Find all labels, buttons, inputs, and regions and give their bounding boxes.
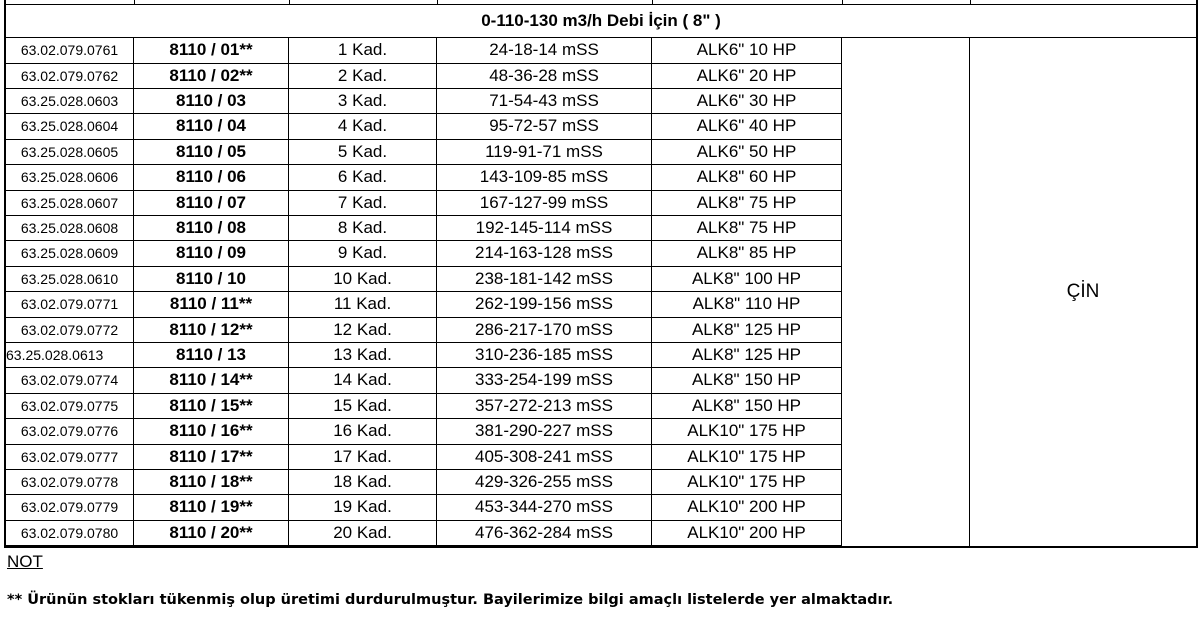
cell-empty (842, 495, 970, 521)
table-row (6, 63, 970, 89)
cell-code: 63.25.028.0606 (6, 165, 134, 191)
cell-head: 405-308-241 mSS (437, 444, 652, 470)
table-header: 0-110-130 m3/h Debi İçin ( 8" ) (6, 4, 1196, 38)
cell-head: 24-18-14 mSS (437, 38, 652, 64)
cell-stage: 5 Kad. (289, 140, 437, 166)
cell-motor: ALK8" 100 HP (652, 267, 842, 293)
cell-code: 63.25.028.0607 (6, 190, 134, 216)
cell-model: 8110 / 18** (134, 470, 289, 496)
cell-model: 8110 / 14** (134, 368, 289, 394)
cell-empty (842, 419, 970, 445)
cell-code: 63.25.028.0610 (6, 267, 134, 293)
cell-stage: 16 Kad. (289, 419, 437, 445)
cell-model: 8110 / 07 (134, 190, 289, 216)
cell-empty (842, 292, 970, 318)
cell-model: 8110 / 11** (134, 292, 289, 318)
cell-stage: 18 Kad. (289, 470, 437, 496)
cell-model: 8110 / 10 (134, 267, 289, 293)
cell-empty (842, 140, 970, 166)
cell-empty (842, 241, 970, 267)
cell-code: 63.02.079.0780 (6, 521, 134, 547)
cell-model: 8110 / 08 (134, 216, 289, 242)
table-row (6, 343, 970, 369)
cell-code: 63.02.079.0779 (6, 495, 134, 521)
table-row (6, 470, 970, 496)
cell-motor: ALK8" 75 HP (652, 216, 842, 242)
cell-model: 8110 / 01** (134, 38, 289, 64)
cell-stage: 4 Kad. (289, 114, 437, 140)
cell-empty (842, 63, 970, 89)
cell-motor: ALK10" 200 HP (652, 521, 842, 547)
cell-model: 8110 / 17** (134, 444, 289, 470)
cell-motor: ALK8" 125 HP (652, 343, 842, 369)
cell-empty (842, 470, 970, 496)
pump-table (4, 0, 1198, 548)
cell-stage: 10 Kad. (289, 267, 437, 293)
cell-empty (842, 267, 970, 293)
cell-motor: ALK8" 75 HP (652, 190, 842, 216)
note-text: ** Ürünün stokları tükenmiş olup üretimi durdurulmuştur. Bayilerimize bilgi amaçlı listelerde yer almaktadır. (7, 592, 894, 608)
cell-model: 8110 / 04 (134, 114, 289, 140)
cell-code: 63.02.079.0775 (6, 394, 134, 420)
cell-motor: ALK8" 125 HP (652, 317, 842, 343)
cell-motor: ALK8" 110 HP (652, 292, 842, 318)
cell-motor: ALK8" 85 HP (652, 241, 842, 267)
cell-motor: ALK6" 50 HP (652, 140, 842, 166)
cell-head: 192-145-114 mSS (437, 216, 652, 242)
cell-head: 238-181-142 mSS (437, 267, 652, 293)
table-row (6, 241, 970, 267)
cell-model: 8110 / 16** (134, 419, 289, 445)
cell-head: 119-91-71 mSS (437, 140, 652, 166)
cell-empty (842, 114, 970, 140)
cell-stage: 13 Kad. (289, 343, 437, 369)
table-row (6, 267, 970, 293)
cell-code: 63.25.028.0608 (6, 216, 134, 242)
table-row (6, 216, 970, 242)
cell-motor: ALK10" 175 HP (652, 419, 842, 445)
cell-code: 63.02.079.0761 (6, 38, 134, 64)
cell-head: 48-36-28 mSS (437, 63, 652, 89)
table-row (6, 521, 970, 547)
cell-code: 63.25.028.0613 (4, 343, 134, 369)
table-row (6, 292, 970, 318)
cell-head: 71-54-43 mSS (437, 89, 652, 115)
cell-stage: 12 Kad. (289, 317, 437, 343)
table-row (6, 419, 970, 445)
cell-head: 214-163-128 mSS (437, 241, 652, 267)
cell-model: 8110 / 20** (134, 521, 289, 547)
cell-model: 8110 / 19** (134, 495, 289, 521)
table-row (6, 89, 970, 115)
cell-head: 476-362-284 mSS (437, 521, 652, 547)
cell-code: 63.25.028.0604 (6, 114, 134, 140)
cell-model: 8110 / 03 (134, 89, 289, 115)
cell-stage: 3 Kad. (289, 89, 437, 115)
cell-stage: 8 Kad. (289, 216, 437, 242)
table-row (6, 140, 970, 166)
cell-motor: ALK8" 60 HP (652, 165, 842, 191)
cell-head: 453-344-270 mSS (437, 495, 652, 521)
cell-head: 381-290-227 mSS (437, 419, 652, 445)
cell-empty (842, 38, 970, 64)
cell-head: 167-127-99 mSS (437, 190, 652, 216)
cell-motor: ALK6" 30 HP (652, 89, 842, 115)
cell-head: 357-272-213 mSS (437, 394, 652, 420)
cell-head: 262-199-156 mSS (437, 292, 652, 318)
cell-code: 63.25.028.0609 (6, 241, 134, 267)
cell-model: 8110 / 12** (134, 317, 289, 343)
cell-empty (842, 165, 970, 191)
cell-stage: 11 Kad. (289, 292, 437, 318)
cell-empty (842, 521, 970, 547)
cell-stage: 14 Kad. (289, 368, 437, 394)
cell-head: 286-217-170 mSS (437, 317, 652, 343)
cell-model: 8110 / 06 (134, 165, 289, 191)
cell-stage: 15 Kad. (289, 394, 437, 420)
cell-stage: 9 Kad. (289, 241, 437, 267)
cell-head: 310-236-185 mSS (437, 343, 652, 369)
cell-empty (842, 89, 970, 115)
cell-code: 63.02.079.0776 (6, 419, 134, 445)
cell-empty (842, 394, 970, 420)
cell-motor: ALK8" 150 HP (652, 394, 842, 420)
cell-empty (842, 190, 970, 216)
cell-motor: ALK6" 10 HP (652, 38, 842, 64)
cell-head: 95-72-57 mSS (437, 114, 652, 140)
cell-stage: 1 Kad. (289, 38, 437, 64)
cell-motor: ALK10" 175 HP (652, 444, 842, 470)
table-row (6, 114, 970, 140)
cell-code: 63.02.079.0771 (6, 292, 134, 318)
cell-code: 63.25.028.0603 (6, 89, 134, 115)
cell-model: 8110 / 13 (134, 343, 289, 369)
cell-empty (842, 216, 970, 242)
cell-motor: ALK8" 150 HP (652, 368, 842, 394)
cell-empty (842, 317, 970, 343)
cell-model: 8110 / 05 (134, 140, 289, 166)
cell-empty (842, 444, 970, 470)
cell-model: 8110 / 02** (134, 63, 289, 89)
table-row (6, 317, 970, 343)
cell-model: 8110 / 15** (134, 394, 289, 420)
table-row (6, 38, 970, 64)
cell-code: 63.02.079.0777 (6, 444, 134, 470)
cell-motor: ALK6" 20 HP (652, 63, 842, 89)
table-row (6, 444, 970, 470)
cell-motor: ALK6" 40 HP (652, 114, 842, 140)
cell-empty (842, 343, 970, 369)
cell-head: 333-254-199 mSS (437, 368, 652, 394)
table-row (6, 495, 970, 521)
cell-stage: 6 Kad. (289, 165, 437, 191)
cell-code: 63.02.079.0762 (6, 63, 134, 89)
table-row (6, 190, 970, 216)
cell-code: 63.02.079.0774 (6, 368, 134, 394)
cell-motor: ALK10" 200 HP (652, 495, 842, 521)
cell-head: 429-326-255 mSS (437, 470, 652, 496)
cell-stage: 19 Kad. (289, 495, 437, 521)
table-row (6, 394, 970, 420)
cell-stage: 2 Kad. (289, 63, 437, 89)
note-title: NOT (7, 552, 43, 571)
cell-head: 143-109-85 mSS (437, 165, 652, 191)
origin-cell: ÇİN (1066, 281, 1100, 302)
cell-motor: ALK10" 175 HP (652, 470, 842, 496)
cell-code: 63.25.028.0605 (6, 140, 134, 166)
table-row (6, 165, 970, 191)
cell-stage: 20 Kad. (289, 521, 437, 547)
table-row (6, 368, 970, 394)
cell-code: 63.02.079.0778 (6, 470, 134, 496)
cell-empty (842, 368, 970, 394)
cell-stage: 7 Kad. (289, 190, 437, 216)
cell-stage: 17 Kad. (289, 444, 437, 470)
cell-model: 8110 / 09 (134, 241, 289, 267)
cell-code: 63.02.079.0772 (6, 317, 134, 343)
